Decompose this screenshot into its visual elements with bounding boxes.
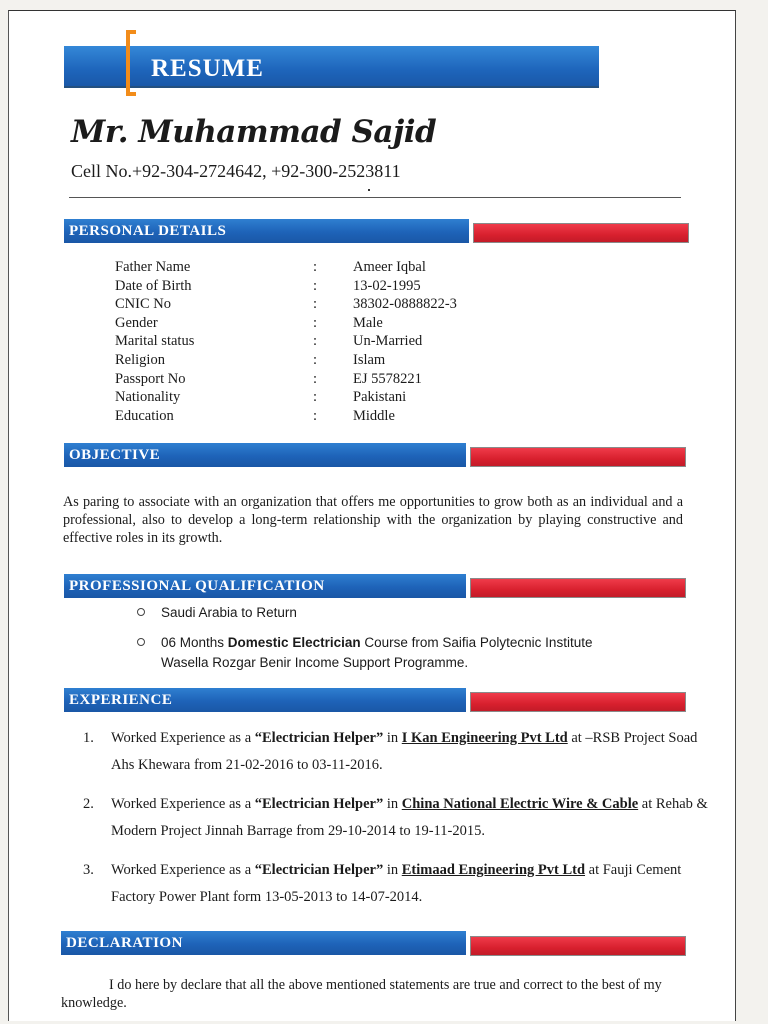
personal-colon: :: [313, 370, 318, 387]
section-personal-details: PERSONAL DETAILS: [64, 219, 469, 243]
personal-label: Passport No: [115, 370, 186, 387]
experience-item: [83, 857, 723, 911]
experience-number: 3.: [83, 862, 94, 878]
section-qualification-red-bar: [470, 578, 686, 598]
section-declaration: DECLARATION: [61, 931, 466, 955]
section-experience: EXPERIENCE: [64, 688, 466, 712]
personal-value: Middle: [353, 407, 395, 424]
experience-role: “Electrician Helper”: [254, 862, 384, 878]
experience-company: Etimaad Engineering Pvt Ltd: [401, 862, 586, 878]
experience-pre: Worked Experience as a: [111, 730, 255, 746]
personal-label: Nationality: [115, 389, 181, 406]
experience-company: I Kan Engineering Pvt Ltd: [401, 730, 568, 746]
section-objective: OBJECTIVE: [64, 443, 466, 467]
personal-row: [115, 351, 553, 370]
section-professional-qualification: PROFESSIONAL QUALIFICATION: [64, 574, 466, 598]
qualification-line2: Wasella Rozgar Benir Income Support Programme.: [161, 655, 469, 670]
experience-pre: Worked Experience as a: [111, 862, 255, 878]
resume-title-bar: [64, 46, 599, 88]
section-objective-red-bar: [470, 447, 686, 467]
personal-label: Gender: [115, 314, 158, 331]
personal-details-table: [115, 258, 553, 425]
personal-value: EJ 5578221: [353, 370, 422, 387]
section-personal-red-bar: [473, 223, 689, 243]
personal-row: [115, 258, 553, 277]
personal-row: [115, 370, 553, 389]
cell-numbers: Cell No.+92-304-2724642, +92-300-2523811: [71, 161, 401, 181]
declaration-text: I do here by declare that all the above mentioned statements are true and correct to the best of my knowledge.: [61, 977, 662, 1011]
personal-value: 13-02-1995: [353, 277, 421, 294]
personal-label: Date of Birth: [115, 277, 192, 294]
objective-text: As paring to associate with an organization that offers me opportunities to grow both as an individual and a professional, also to develop a long-term relationship with the organization by playing constructive and effective roles in its growth.: [63, 494, 683, 546]
experience-role: “Electrician Helper”: [254, 796, 384, 812]
personal-colon: :: [313, 277, 318, 294]
qualification-text: Saudi Arabia to Return: [161, 605, 297, 620]
resume-page: [8, 10, 736, 1021]
personal-colon: :: [313, 314, 318, 331]
candidate-name: Mr. Muhammad Sajid: [71, 114, 437, 150]
experience-number: 1.: [83, 730, 94, 746]
qualification-item: [137, 603, 592, 623]
qualification-item: [137, 633, 592, 673]
experience-post: at –RSB Project Soad Ahs Khewara from 21-02-2016 to 03-11-2016.: [111, 730, 698, 773]
section-declaration-red-bar: [470, 936, 686, 956]
personal-colon: :: [313, 407, 318, 424]
experience-mid: in: [383, 730, 402, 746]
experience-number: 2.: [83, 796, 94, 812]
personal-value: Ameer Iqbal: [353, 259, 426, 275]
resume-title: RESUME: [151, 55, 264, 82]
experience-pre: Worked Experience as a: [111, 796, 255, 812]
personal-label: Father Name: [115, 259, 191, 275]
personal-label: Religion: [115, 351, 165, 368]
personal-value: Un-Married: [353, 333, 423, 350]
header-divider: [69, 197, 681, 198]
orange-bracket-decoration: [126, 30, 136, 96]
personal-colon: :: [313, 259, 318, 275]
circle-bullet-icon: [137, 638, 145, 646]
personal-colon: :: [313, 351, 318, 368]
personal-colon: :: [313, 389, 318, 406]
qualification-bold: Domestic Electrician: [227, 635, 361, 650]
personal-value: 38302-0888822-3: [353, 296, 457, 313]
qualification-text-post: Course from Saifia Polytecnic Institute: [360, 635, 593, 650]
experience-company: China National Electric Wire & Cable: [401, 796, 639, 812]
divider-dot: [368, 189, 370, 191]
personal-row: [115, 332, 553, 351]
personal-label: Education: [115, 407, 174, 424]
personal-row: [115, 388, 553, 407]
experience-post: at Fauji Cement Factory Power Plant form 13-05-2013 to 14-07-2014.: [111, 862, 682, 905]
personal-colon: :: [313, 333, 318, 350]
experience-item: [83, 791, 723, 845]
personal-label: Marital status: [115, 333, 195, 350]
personal-label: CNIC No: [115, 296, 171, 313]
personal-value: Pakistani: [353, 389, 407, 406]
qualification-list: [137, 603, 592, 683]
personal-value: Islam: [353, 351, 386, 368]
personal-row: [115, 295, 553, 314]
qualification-text-pre: 06 Months: [161, 635, 228, 650]
experience-post: at Rehab & Modern Project Jinnah Barrage from 29-10-2014 to 19-11-2015.: [111, 796, 708, 839]
experience-mid: in: [383, 796, 402, 812]
experience-item: [83, 725, 723, 779]
personal-row: [115, 407, 553, 426]
personal-colon: :: [313, 296, 318, 313]
personal-row: [115, 277, 553, 296]
section-experience-red-bar: [470, 692, 686, 712]
experience-role: “Electrician Helper”: [254, 730, 384, 746]
experience-list: [83, 725, 723, 923]
personal-row: [115, 314, 553, 333]
personal-value: Male: [353, 314, 383, 331]
circle-bullet-icon: [137, 608, 145, 616]
experience-mid: in: [383, 862, 402, 878]
